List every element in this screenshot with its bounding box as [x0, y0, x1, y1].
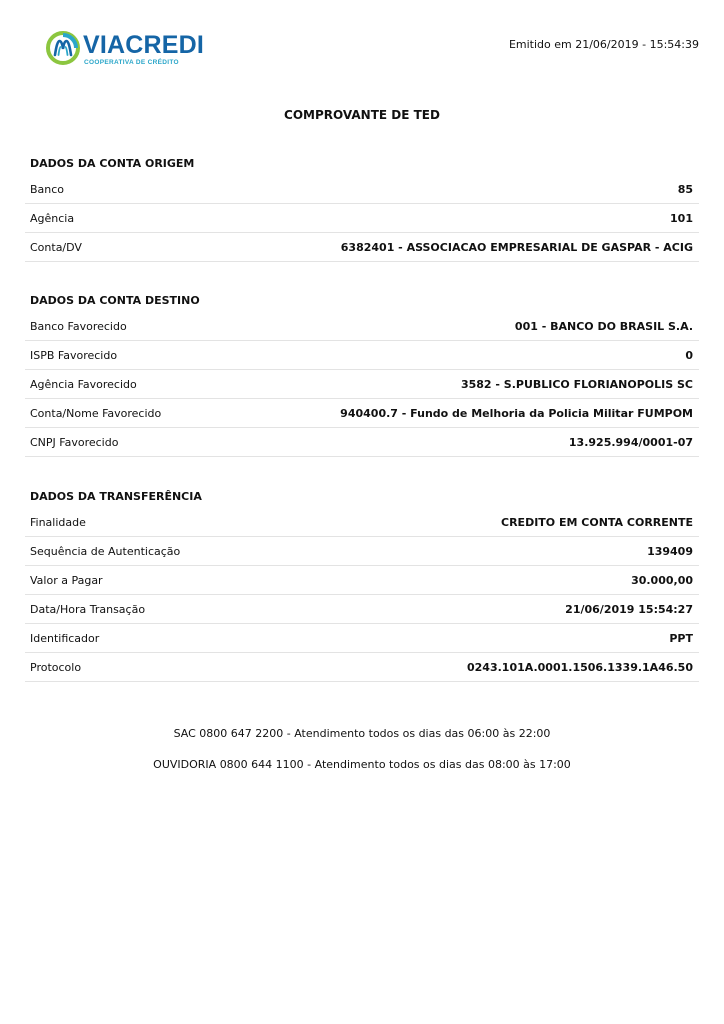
row-value: 3582 - S.PUBLICO FLORIANOPOLIS SC	[460, 377, 693, 391]
row-label: Valor a Pagar	[30, 573, 103, 587]
row-label: Finalidade	[30, 515, 86, 529]
section-title: DADOS DA CONTA DESTINO	[30, 294, 200, 307]
row-label: Banco	[30, 182, 65, 196]
table-row	[25, 399, 699, 428]
row-label: Identificador	[30, 631, 100, 645]
ombudsman-contact: OUVIDORIA 0800 644 1100 - Atendimento todos os dias das 08:00 às 17:00	[153, 758, 571, 771]
row-value: 6382401 - ASSOCIACAO EMPRESARIAL DE GASPAR - ACIG	[340, 240, 693, 254]
row-value: 0	[685, 348, 693, 362]
row-label: Banco Favorecido	[30, 319, 127, 333]
document-title: COMPROVANTE DE TED	[284, 108, 440, 122]
table-row	[25, 595, 699, 624]
viacredi-logo	[46, 28, 205, 72]
row-label: CNPJ Favorecido	[30, 435, 119, 449]
table-row	[25, 624, 699, 653]
row-label: Conta/Nome Favorecido	[30, 406, 162, 420]
row-label: Protocolo	[30, 660, 82, 674]
table-row	[25, 566, 699, 595]
row-value: PPT	[669, 631, 693, 645]
row-value: CREDITO EM CONTA CORRENTE	[501, 515, 693, 529]
row-value: 940400.7 - Fundo de Melhoria da Policia Militar FUMPOM	[340, 406, 693, 420]
row-label: Sequência de Autenticação	[30, 544, 181, 558]
section-transfer-data	[25, 486, 699, 682]
table-row	[25, 341, 699, 370]
row-value: 13.925.994/0001-07	[568, 435, 693, 449]
row-label: Data/Hora Transação	[30, 602, 146, 616]
sac-contact: SAC 0800 647 2200 - Atendimento todos os dias das 06:00 às 22:00	[173, 727, 551, 740]
table-row	[25, 537, 699, 566]
row-label: Agência Favorecido	[30, 377, 137, 391]
row-label: Conta/DV	[30, 240, 82, 254]
section-origin-account	[25, 153, 699, 262]
logo-subtitle: COOPERATIVA DE CRÉDITO	[84, 59, 179, 66]
emission-timestamp: Emitido em 21/06/2019 - 15:54:39	[508, 38, 699, 51]
table-row	[25, 175, 699, 204]
table-row	[25, 370, 699, 399]
table-row	[25, 428, 699, 457]
viacredi-logo-icon	[46, 31, 80, 65]
section-title: DADOS DA CONTA ORIGEM	[30, 157, 195, 170]
table-row	[25, 233, 699, 262]
table-row	[25, 508, 699, 537]
table-row	[25, 312, 699, 341]
section-title: DADOS DA TRANSFERÊNCIA	[30, 490, 202, 503]
table-row	[25, 653, 699, 682]
table-row	[25, 204, 699, 233]
row-value: 0243.101A.0001.1506.1339.1A46.50	[467, 660, 693, 674]
row-value: 139409	[647, 544, 693, 558]
section-destination-account	[25, 290, 699, 457]
row-value: 101	[670, 211, 693, 225]
logo-wordmark: VIACREDI	[83, 31, 205, 59]
row-value: 85	[677, 182, 693, 196]
row-label: ISPB Favorecido	[30, 348, 118, 362]
row-value: 30.000,00	[631, 573, 693, 587]
row-label: Agência	[30, 211, 75, 225]
row-value: 001 - BANCO DO BRASIL S.A.	[514, 319, 693, 333]
row-value: 21/06/2019 15:54:27	[565, 602, 693, 616]
